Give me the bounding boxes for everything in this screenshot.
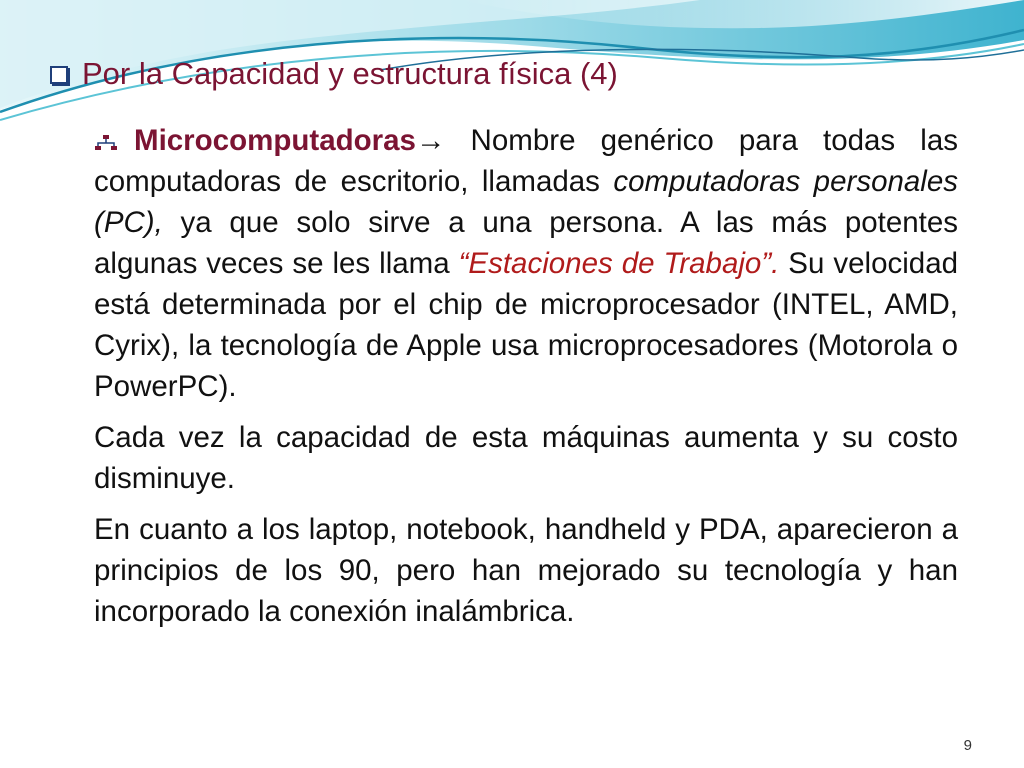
slide-body: [94, 120, 958, 642]
checkbox-square-icon: [50, 66, 68, 84]
network-nodes-icon: [94, 134, 118, 152]
paragraph-capacidad: Cada vez la capacidad de esta máquinas aumenta y su costo disminuye.: [94, 421, 958, 495]
paragraph1-text-a: Nombre genérico para todas las computadoras de escritorio, llamadas: [94, 124, 958, 198]
paragraph-microcomputadoras: [94, 120, 958, 407]
term-microcomputadoras: Microcomputadoras: [134, 124, 416, 157]
paragraph1-italic-a: computadoras personales (PC),: [94, 165, 958, 239]
paragraph1-text-b: ya que solo sirve a una persona. A las más potentes algunas veces se les llama: [94, 206, 958, 280]
paragraph-laptop: En cuanto a los laptop, notebook, handheld y PDA, aparecieron a principios de los 90, pero han mejorado su tecnología y han incorporado la conexión inalámbrica.: [94, 513, 958, 628]
page-number: 9: [963, 737, 972, 754]
paragraph1-text-c: Su velocidad está determinada por el chip de microprocesador (INTEL, AMD, Cyrix), la tecnología de Apple usa microprocesadores (Motorola o PowerPC).: [94, 247, 959, 403]
right-arrow-icon: →: [415, 124, 446, 157]
slide-heading: [50, 55, 618, 93]
paragraph1-quote: “Estaciones de Trabajo”.: [458, 247, 780, 280]
heading-text: Por la Capacidad y estructura física (4): [82, 56, 618, 91]
